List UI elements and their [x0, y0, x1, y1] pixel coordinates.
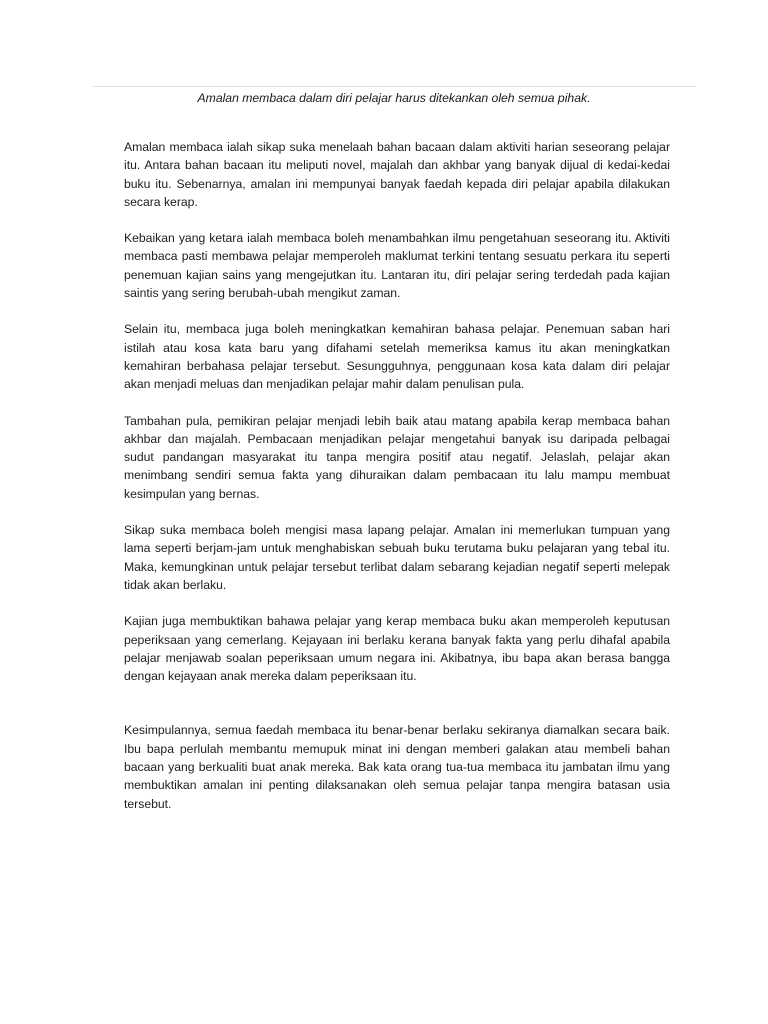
essay-title: Amalan membaca dalam diri pelajar harus ditekankan oleh semua pihak. — [197, 91, 591, 105]
essay-body — [124, 138, 670, 813]
paragraph-language-skills: Selain itu, membaca juga boleh meningkatkan kemahiran bahasa pelajar. Penemuan saban hari istilah atau kosa kata baru yang difahami setelah memeriksa kamus itu akan meningkatkan kemahiran berbahasa pelajar tersebut. Sesungguhnya, penggunaan kosa kata dalam diri pelajar akan menjadi meluas dan menjadikan pelajar mahir dalam penulisan pula. — [124, 322, 670, 392]
paragraph-exam-results: Kajian juga membuktikan bahawa pelajar yang kerap membaca buku akan memperoleh keputusan peperiksaan yang cemerlang. Kejayaan ini berlaku kerana banyak fakta yang perlu dihafal apabila pelajar menjawab soalan peperiksaan umum negara ini. Akibatnya, ibu bapa akan berasa bangga dengan kejayaan anak mereka dalam peperiksaan itu. — [124, 614, 670, 684]
paragraph-leisure-time: Sikap suka membaca boleh mengisi masa lapang pelajar. Amalan ini memerlukan tumpuan yang lama seperti berjam-jam untuk menghabiskan sebuah buku terutama buku pelajaran yang tebal itu. Maka, kemungkinan untuk pelajar tersebut terlibat dalam sebarang kejadian negatif seperti melepak tidak akan berlaku. — [124, 523, 670, 592]
header-rule — [92, 86, 696, 87]
paragraph-knowledge: Kebaikan yang ketara ialah membaca boleh menambahkan ilmu pengetahuan seseorang itu. Aktiviti membaca pasti membawa pelajar memperoleh maklumat terkini tentang sesuatu perkara itu seperti penemuan kajian sains yang mengejutkan itu. Lantaran itu, diri pelajar sering terdedah pada kajian saintis yang sering berubah-ubah mengikut zaman. — [124, 231, 670, 301]
paragraph-introduction: Amalan membaca ialah sikap suka menelaah bahan bacaan dalam aktiviti harian seseorang pelajar itu. Antara bahan bacaan itu meliputi novel, majalah dan akhbar yang banyak dijual di kedai-kedai buku itu. Sebenarnya, amalan ini mempunyai banyak faedah kepada diri pelajar apabila dilakukan secara kerap. — [124, 140, 670, 209]
paragraph-mature-thinking: Tambahan pula, pemikiran pelajar menjadi lebih baik atau matang apabila kerap membaca bahan akhbar dan majalah. Pembacaan menjadikan pelajar mengetahui banyak isu daripada pelbagai sudut pandangan masyarakat itu tanpa mengira positif atau negatif. Jelaslah, pelajar akan menimbang sendiri semua fakta yang dihuraikan dalam pembacaan itu lalu mampu membuat kesimpulan yang bernas. — [124, 413, 670, 501]
paragraph-conclusion: Kesimpulannya, semua faedah membaca itu benar-benar berlaku sekiranya diamalkan secara baik. Ibu bapa perlulah membantu memupuk minat ini dengan memberi galakan atau membeli bahan bacaan yang berkualiti buat anak mereka. Bak kata orang tua-tua membaca itu jambatan ilmu yang membuktikan amalan ini penting dilaksanakan oleh semua pelajar tanpa mengira batasan usia tersebut. — [124, 723, 670, 811]
